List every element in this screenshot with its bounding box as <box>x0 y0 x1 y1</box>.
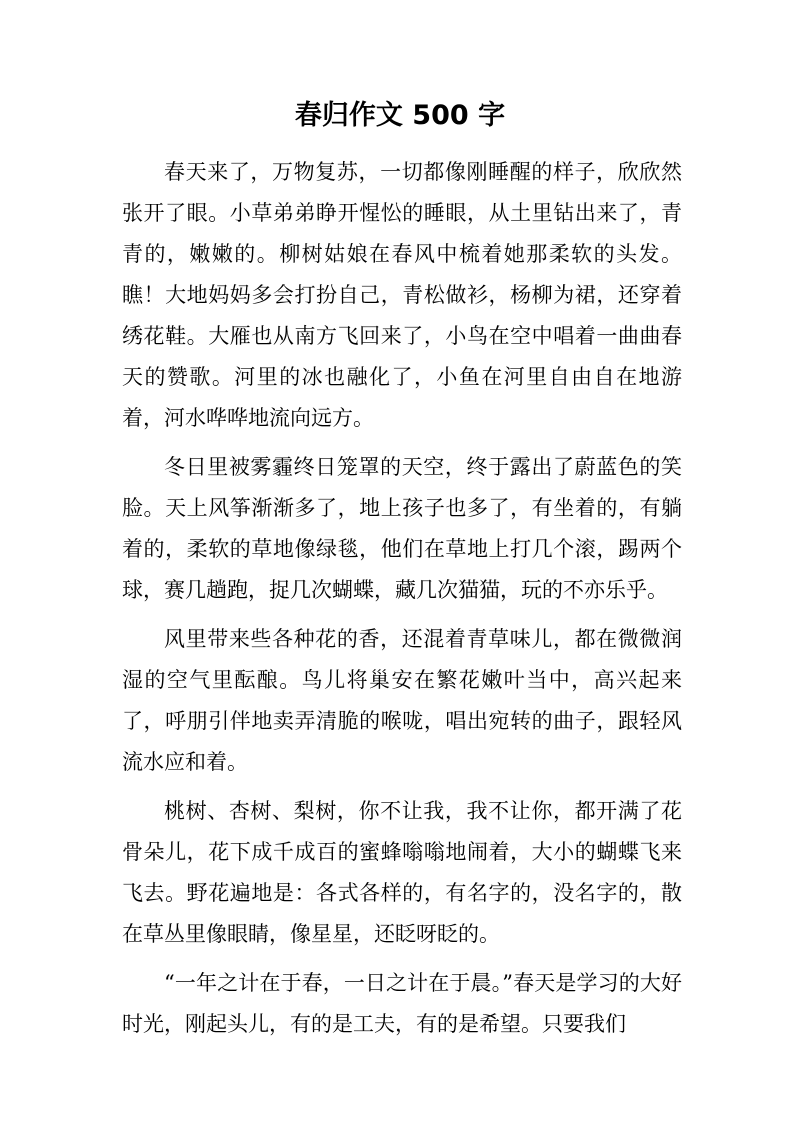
paragraph-3: 风里带来些各种花的香，还混着青草味儿，都在微微润湿的空气里酝酿。鸟儿将巢安在繁花嫩叶当中，高兴起来了，呼朋引伴地卖弄清脆的喉咙，唱出宛转的曲子，跟轻风流水应和着。 <box>122 627 682 774</box>
paragraph-5: “一年之计在于春，一日之计在于晨。”春天是学习的大好时光，刚起头儿，有的是工夫，有的是希望。只要我们 <box>122 971 682 1036</box>
essay-body <box>122 152 682 1053</box>
paragraph-4: 桃树、杏树、梨树，你不让我，我不让你，都开满了花骨朵儿，花下成千成百的蜜蜂嗡嗡地闹着，大小的蝴蝶飞来飞去。野花遍地是：各式各样的，有名字的，没名字的，散在草丛里像眼睛，像星星，还眨呀眨的。 <box>122 799 682 946</box>
paragraph-2: 冬日里被雾霾终日笼罩的天空，终于露出了蔚蓝色的笑脸。天上风筝渐渐多了，地上孩子也多了，有坐着的，有躺着的，柔软的草地像绿毯，他们在草地上打几个滚，踢两个球，赛几趟跑，捉几次蝴蝶，藏几次猫猫，玩的不亦乐乎。 <box>122 455 682 602</box>
page-title: 春归作文 500 字 <box>294 100 506 131</box>
paragraph-1: 春天来了，万物复苏，一切都像刚睡醒的样子，欣欣然张开了眼。小草弟弟睁开惺忪的睡眼，从土里钻出来了，青青的，嫩嫩的。柳树姑娘在春风中梳着她那柔软的头发。瞧！大地妈妈多会打扮自己，青松做衫，杨柳为裙，还穿着绣花鞋。大雁也从南方飞回来了，小鸟在空中唱着一曲曲春天的赞歌。河里的冰也融化了，小鱼在河里自由自在地游着，河水哗哗地流向远方。 <box>122 160 682 430</box>
